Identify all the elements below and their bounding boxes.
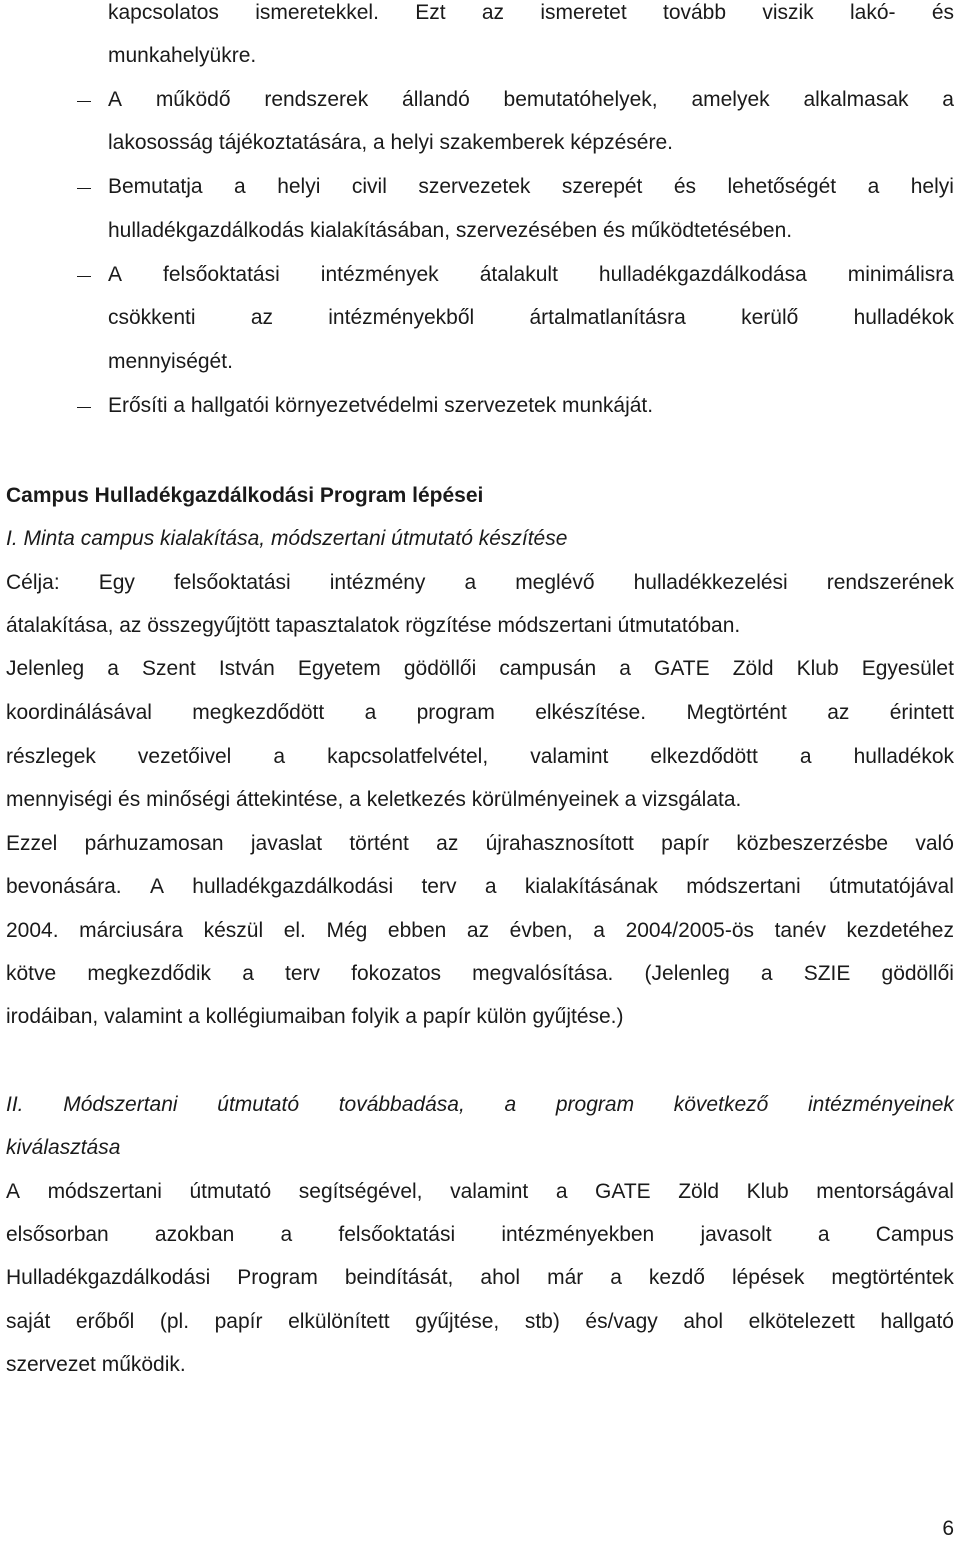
word: intézményeinek bbox=[808, 1093, 954, 1116]
word: azokban bbox=[154, 1223, 235, 1246]
word: intézményekben bbox=[501, 1223, 655, 1246]
word: hulladékgazdálkodási bbox=[192, 875, 394, 898]
paragraph-line bbox=[6, 831, 954, 857]
word: elkülönített bbox=[288, 1310, 390, 1333]
word: bemutatóhelyek, bbox=[503, 88, 658, 111]
word: stb) bbox=[524, 1310, 560, 1333]
bullet-item-line: Erősíti a hallgatói környezetvédelmi szervezetek munkáját. bbox=[108, 394, 654, 417]
word: Zöld bbox=[678, 1180, 720, 1203]
word: terv bbox=[421, 875, 457, 898]
word: ahol bbox=[683, 1310, 724, 1333]
paragraph-line: irodáiban, valamint a kollégiumaiban folyik a papír külön gyűjtése.) bbox=[6, 1005, 624, 1028]
word: javasolt bbox=[700, 1223, 772, 1246]
word: ebben bbox=[387, 919, 447, 942]
paragraph-line: szervezet működik. bbox=[6, 1353, 186, 1376]
paragraph-line bbox=[6, 1179, 954, 1205]
word: megvalósítása. bbox=[472, 962, 614, 985]
word: ismeretet bbox=[540, 1, 627, 24]
word: Egyetem bbox=[297, 657, 381, 680]
word: a bbox=[610, 1266, 622, 1289]
word: az bbox=[466, 919, 490, 942]
word: Ezzel bbox=[6, 832, 58, 855]
word: papír bbox=[661, 832, 710, 855]
word: hulladékkezelési bbox=[633, 571, 788, 594]
word: az bbox=[481, 1, 505, 24]
word: útmutató bbox=[189, 1180, 272, 1203]
word: Hulladékgazdálkodási bbox=[6, 1266, 211, 1289]
word: a bbox=[760, 962, 773, 985]
word: útmutatójával bbox=[829, 875, 954, 898]
word: a bbox=[484, 875, 497, 898]
paragraph-line bbox=[6, 656, 954, 682]
word: erőből bbox=[75, 1310, 135, 1333]
word: campusán bbox=[499, 657, 597, 680]
word: Klub bbox=[746, 1180, 789, 1203]
word: elkezdődött bbox=[650, 745, 758, 768]
paragraph-line bbox=[6, 961, 954, 987]
paragraph-line bbox=[6, 744, 954, 770]
word: felsőoktatási bbox=[173, 571, 291, 594]
paragraph-line bbox=[6, 1265, 954, 1291]
word: párhuzamosan bbox=[84, 832, 224, 855]
word: tovább bbox=[662, 1, 727, 24]
word: A bbox=[149, 875, 164, 898]
word: gyűjtése, bbox=[415, 1310, 500, 1333]
word: kezdő bbox=[648, 1266, 705, 1289]
word: útmutató bbox=[217, 1093, 299, 1116]
word: minimálisra bbox=[847, 263, 954, 286]
word: Egy bbox=[98, 571, 135, 594]
word: az bbox=[436, 832, 459, 855]
word: helyi bbox=[277, 175, 321, 198]
paragraph-line bbox=[6, 918, 954, 944]
word: meglévő bbox=[515, 571, 595, 594]
word: lehetőségét bbox=[727, 175, 837, 198]
word: a bbox=[234, 175, 246, 198]
word: való bbox=[915, 832, 954, 855]
word: alkalmasak bbox=[803, 88, 909, 111]
page-number: 6 bbox=[942, 1517, 954, 1540]
word: elkészítése. bbox=[535, 701, 647, 724]
word: Zöld bbox=[732, 657, 774, 680]
word: csökkenti bbox=[108, 306, 196, 329]
word: A bbox=[108, 263, 123, 286]
word: Program bbox=[237, 1266, 318, 1289]
word: kapcsolatfelvétel, bbox=[327, 745, 489, 768]
word: a bbox=[504, 1093, 517, 1116]
word: intézmény bbox=[329, 571, 426, 594]
word: rendszerek bbox=[264, 88, 369, 111]
word: GATE bbox=[595, 1180, 651, 1203]
word: a bbox=[107, 657, 119, 680]
word: Campus bbox=[875, 1223, 954, 1246]
word: civil bbox=[351, 175, 387, 198]
step-title: I. Minta campus kialakítása, módszertani útmutató készítése bbox=[6, 527, 568, 550]
word: és bbox=[673, 175, 697, 198]
bullet-dash-icon bbox=[77, 101, 91, 102]
word: kerülő bbox=[741, 306, 799, 329]
step-title bbox=[6, 1092, 954, 1118]
paragraph-line bbox=[6, 700, 954, 726]
word: érintett bbox=[889, 701, 954, 724]
word: szervezetek bbox=[418, 175, 531, 198]
word: hulladékok bbox=[853, 745, 954, 768]
word: Egyesület bbox=[861, 657, 954, 680]
word: évben, bbox=[509, 919, 573, 942]
word: II. bbox=[6, 1093, 24, 1116]
word: Célja: bbox=[6, 571, 60, 594]
word: már bbox=[547, 1266, 584, 1289]
word: a bbox=[593, 919, 605, 942]
word: készül bbox=[203, 919, 264, 942]
word: történt bbox=[349, 832, 409, 855]
word: segítségével, bbox=[298, 1180, 423, 1203]
bullet-dash-icon bbox=[77, 188, 91, 189]
word: GATE bbox=[654, 657, 710, 680]
word: a bbox=[273, 745, 286, 768]
word: felsőoktatási bbox=[338, 1223, 456, 1246]
word: átalakult bbox=[479, 263, 558, 286]
word: javaslat bbox=[250, 832, 323, 855]
bullet-item-line bbox=[108, 174, 954, 200]
word: megkezdődött bbox=[192, 701, 325, 724]
word: a bbox=[364, 701, 377, 724]
word: tanév bbox=[774, 919, 826, 942]
word: hallgató bbox=[880, 1310, 954, 1333]
bullet-item-line bbox=[108, 87, 954, 113]
word: Jelenleg bbox=[6, 657, 85, 680]
word: következő bbox=[673, 1093, 769, 1116]
word: megkezdődik bbox=[87, 962, 212, 985]
word: (pl. bbox=[159, 1310, 190, 1333]
paragraph-line: mennyiségi és minőségi áttekintése, a keletkezés körülményeinek a vizsgálata. bbox=[6, 788, 742, 811]
word: bevonására. bbox=[6, 875, 122, 898]
paragraph-line bbox=[6, 570, 954, 596]
word: Klub bbox=[796, 657, 839, 680]
word: szerepét bbox=[561, 175, 643, 198]
word: hulladékgazdálkodása bbox=[598, 263, 807, 286]
bullet-dash-icon bbox=[77, 276, 91, 277]
word: a bbox=[619, 657, 631, 680]
word: mentorságával bbox=[816, 1180, 954, 1203]
word: kezdetéhez bbox=[846, 919, 954, 942]
word: valamint bbox=[530, 745, 609, 768]
word: program bbox=[416, 701, 495, 724]
word: újrahasznosított bbox=[485, 832, 634, 855]
word: kialakításának bbox=[524, 875, 658, 898]
word: ártalmatlanításra bbox=[529, 306, 686, 329]
word: A bbox=[108, 88, 123, 111]
word: Szent bbox=[142, 657, 196, 680]
paragraph-line bbox=[6, 874, 954, 900]
word: intézményekből bbox=[328, 306, 475, 329]
word: megtörténtek bbox=[831, 1266, 954, 1289]
word: hulladékok bbox=[853, 306, 954, 329]
word: és/vagy bbox=[585, 1310, 658, 1333]
word: lépések bbox=[731, 1266, 805, 1289]
word: és bbox=[931, 1, 954, 24]
word: 2004. bbox=[6, 919, 59, 942]
word: részlegek bbox=[6, 745, 96, 768]
word: A bbox=[6, 1180, 21, 1203]
word: koordinálásával bbox=[6, 701, 152, 724]
word: kötve bbox=[6, 962, 57, 985]
word: rendszerének bbox=[826, 571, 954, 594]
bullet-item-line: mennyiségét. bbox=[108, 350, 233, 373]
word: a bbox=[867, 175, 880, 198]
word: beindítását, bbox=[344, 1266, 454, 1289]
word: módszertani bbox=[686, 875, 801, 898]
bullet-item-line: hulladékgazdálkodás kialakításában, szervezésében és működtetésében. bbox=[108, 219, 793, 242]
word: működő bbox=[155, 88, 231, 111]
word: kapcsolatos bbox=[108, 1, 219, 24]
word: a bbox=[464, 571, 477, 594]
word: az bbox=[827, 701, 850, 724]
word: elsősorban bbox=[6, 1223, 109, 1246]
word: a bbox=[942, 88, 954, 111]
word: 2004/2005-ös bbox=[625, 919, 755, 942]
paragraph-line: átalakítása, az összegyűjtött tapasztalatok rögzítése módszertani útmutatóban. bbox=[6, 614, 741, 637]
word: el. bbox=[283, 919, 306, 942]
word: Még bbox=[326, 919, 368, 942]
word: elkötelezett bbox=[748, 1310, 855, 1333]
word: módszertani bbox=[47, 1180, 162, 1203]
word: papír bbox=[214, 1310, 263, 1333]
word: Módszertani bbox=[63, 1093, 178, 1116]
word: a bbox=[817, 1223, 830, 1246]
word: gödöllői bbox=[403, 657, 477, 680]
bullet-item-line bbox=[108, 305, 954, 331]
word: Megtörtént bbox=[686, 701, 787, 724]
word: gödöllői bbox=[881, 962, 954, 985]
word: felsőoktatási bbox=[163, 263, 280, 286]
word: amelyek bbox=[691, 88, 770, 111]
word: helyi bbox=[910, 175, 954, 198]
word: program bbox=[555, 1093, 635, 1116]
word: (Jelenleg bbox=[644, 962, 730, 985]
word: a bbox=[242, 962, 254, 985]
word: vezetőivel bbox=[137, 745, 232, 768]
paragraph-line bbox=[6, 1309, 954, 1335]
bullet-dash-icon bbox=[77, 407, 91, 408]
word: SZIE bbox=[803, 962, 851, 985]
word: viszik bbox=[762, 1, 814, 24]
word: közbeszerzésbe bbox=[736, 832, 889, 855]
word: az bbox=[250, 306, 273, 329]
word: ismeretekkel. bbox=[255, 1, 379, 24]
paragraph-line bbox=[6, 1222, 954, 1248]
word: intézmények bbox=[320, 263, 439, 286]
word: fokozatos bbox=[351, 962, 442, 985]
bullet-item-line bbox=[108, 262, 954, 288]
word: ahol bbox=[480, 1266, 521, 1289]
word: lakó- bbox=[849, 1, 896, 24]
paragraph-line bbox=[108, 0, 954, 26]
word: Ezt bbox=[415, 1, 446, 24]
paragraph-line: munkahelyükre. bbox=[108, 44, 257, 67]
word: valamint bbox=[450, 1180, 529, 1203]
word: terv bbox=[285, 962, 321, 985]
bullet-item-line: lakososság tájékoztatására, a helyi szakemberek képzésére. bbox=[108, 131, 673, 154]
word: a bbox=[799, 745, 812, 768]
step-title: kiválasztása bbox=[6, 1136, 121, 1159]
word: a bbox=[555, 1180, 568, 1203]
word: István bbox=[218, 657, 275, 680]
word: állandó bbox=[402, 88, 470, 111]
word: márciusára bbox=[79, 919, 184, 942]
word: Bemutatja bbox=[108, 175, 203, 198]
word: a bbox=[280, 1223, 293, 1246]
word: továbbadása, bbox=[338, 1093, 465, 1116]
section-heading: Campus Hulladékgazdálkodási Program lépései bbox=[6, 484, 484, 507]
word: saját bbox=[6, 1310, 51, 1333]
